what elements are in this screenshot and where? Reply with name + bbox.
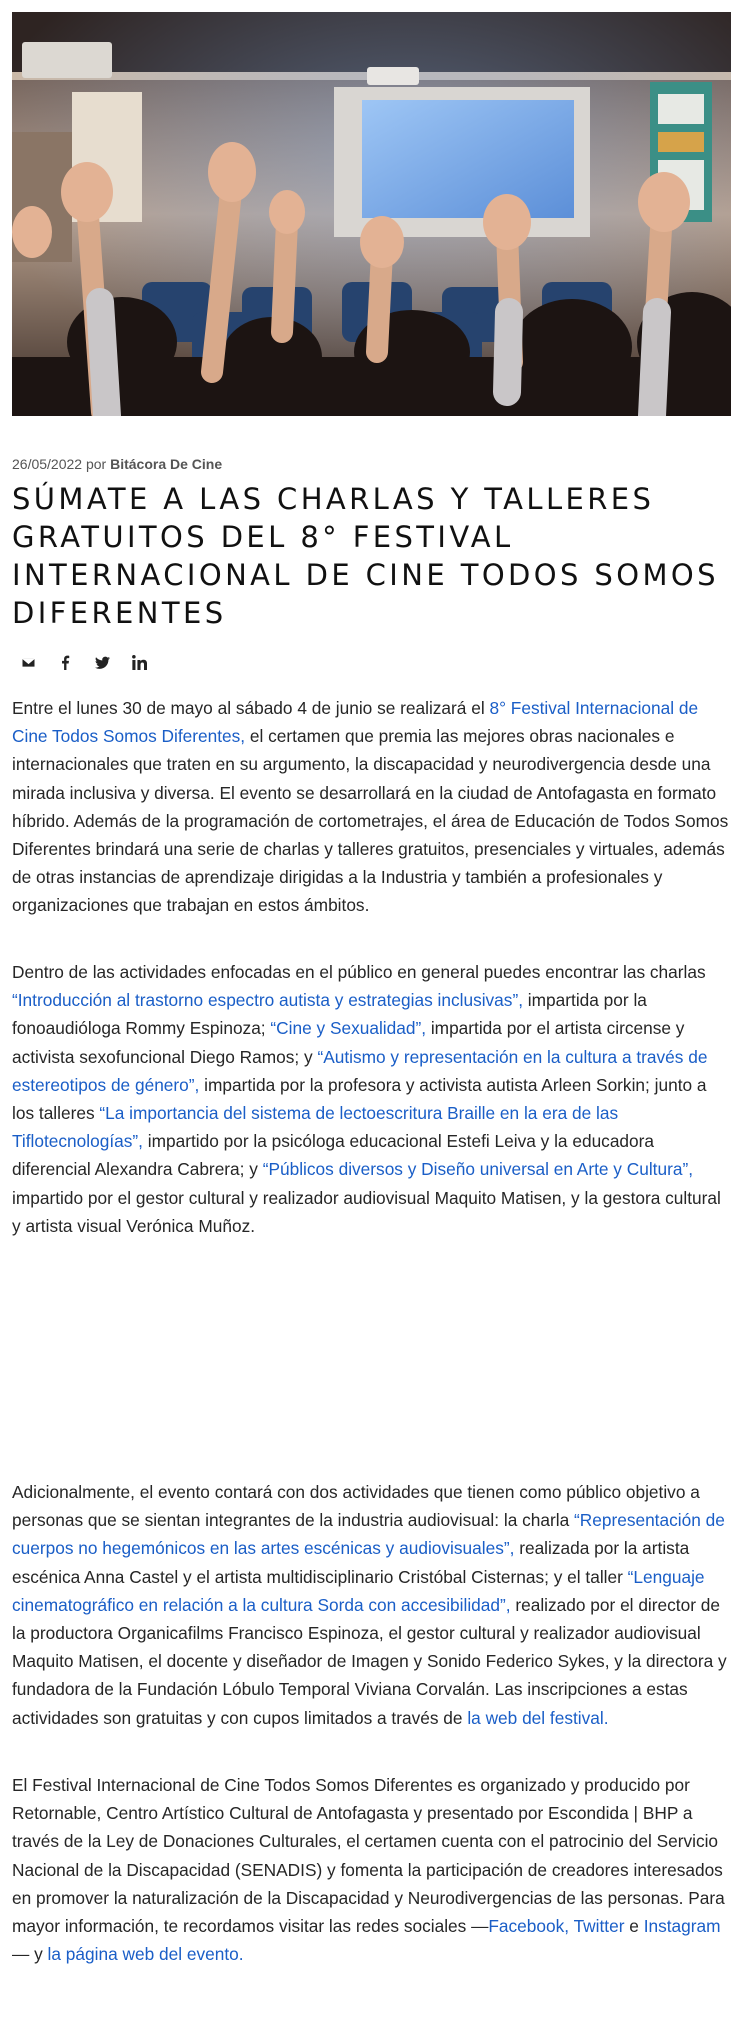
hero-photo: [12, 12, 731, 416]
festival-link[interactable]: 8° Festival Internacional de Cine Todos Somos Diferentes,: [12, 698, 699, 747]
text: impartido por el gestor cultural y realizador audiovisual Maquito Matisen, y la gestora cultural y artista visual Verónica Muñoz.: [12, 1187, 721, 1236]
audience-raising-hands-image: [12, 12, 731, 416]
charla-genero-link[interactable]: “Autismo y representación en la cultura a través de estereotipos de género”,: [12, 1046, 708, 1095]
paragraph-activities: [12, 958, 731, 1240]
text: realizada por la artista escénica Anna Castel y el artista multidisciplinario Cristóbal Cisternas; y el taller: [12, 1538, 690, 1587]
paragraph-organizers: [12, 1771, 731, 1968]
text: El Festival Internacional de Cine Todos Somos Diferentes es organizado y producido por Retornable, Centro Artístico Cultural de Antofagasta y presentado por Escondida | BHP a través de la Ley de Donaciones Culturales, el certamen cuenta con el patrocinio del Servicio Nacional de la Discapacidad (SENADIS) y fomenta la participación de creadores interesados en promover la naturalización de la Discapacidad y Neurodivergencias de las personas. Para mayor información, te recordamos visitar las redes sociales —: [12, 1775, 725, 1937]
twitter-link[interactable]: Twitter: [573, 1916, 625, 1937]
text: e: [624, 1916, 644, 1937]
instagram-link[interactable]: Instagram: [643, 1916, 721, 1937]
text: impartida por la profesora y activista autista Arleen Sorkin; junto a los talleres: [12, 1074, 707, 1124]
festival-web-link[interactable]: la web del festival.: [467, 1707, 609, 1728]
taller-lenguaje-link[interactable]: “Lenguaje cinematográfico en relación a la cultura Sorda con accesibilidad”,: [12, 1566, 705, 1615]
email-icon[interactable]: [20, 654, 37, 671]
charla-sexualidad-link[interactable]: “Cine y Sexualidad”,: [270, 1018, 427, 1039]
taller-braille-link[interactable]: “La importancia del sistema de lectoescritura Braille en la era de las Tiflotecnologías”,: [12, 1103, 619, 1152]
twitter-icon[interactable]: [94, 654, 111, 671]
charla-autismo-link[interactable]: “Introducción al trastorno espectro autista y estrategias inclusivas”,: [12, 990, 523, 1011]
text: realizado por el director de la productora Organicafilms Francisco Espinoza, el gestor cultural y realizador audiovisual Maquito Matisen, el docente y diseñador de Imagen y Sonido Federico Sykes, y la directora y fundadora de la Fundación Lóbulo Temporal Viviana Corvalán. Las inscripciones a estas actividades son gratuitas y con cupos limitados a través de: [12, 1594, 727, 1728]
event-page-link[interactable]: la página web del evento.: [47, 1944, 244, 1965]
article-title: SÚMATE A LAS CHARLAS Y TALLERES GRATUITOS DEL 8° FESTIVAL INTERNACIONAL DE CINE TODOS SOMOS DIFERENTES: [12, 482, 719, 630]
paragraph-industry: [12, 1478, 731, 1732]
facebook-icon[interactable]: [57, 654, 74, 671]
post-by: por: [85, 456, 107, 472]
text: Entre el lunes 30 de mayo al sábado 4 de junio se realizará el: [12, 698, 490, 718]
taller-publicos-link[interactable]: “Públicos diversos y Diseño universal en Arte y Cultura”,: [262, 1159, 694, 1180]
linkedin-icon[interactable]: [131, 654, 148, 671]
share-bar: [20, 654, 148, 671]
text: impartida por la fonoaudióloga Rommy Espinoza;: [12, 990, 647, 1039]
text: impartida por el artista circense y activista sexofuncional Diego Ramos; y: [12, 1018, 685, 1067]
text: el certamen que premia las mejores obras nacionales e internacionales que traten en su argumento, la discapacidad y neurodivergencia desde una mirada inclusiva y diversa. El evento se desarrollará en la ciudad de Antofagasta en formato híbrido. Además de la programación de cortometrajes, el área de Educación de Todos Somos Diferentes brindará una serie de charlas y talleres gratuitos, presenciales y virtuales, además de otras instancias de aprendizaje dirigidas a la Industria y también a profesionales y organizaciones que trabajan en estos ámbitos.: [12, 726, 729, 916]
text: impartido por la psicóloga educacional Estefi Leiva y la educadora diferencial Alexandra Cabrera; y: [12, 1131, 655, 1180]
text: Adicionalmente, el evento contará con dos actividades que tienen como público objetivo a personas que se sientan integrantes de la industria audiovisual: la charla: [12, 1482, 700, 1531]
text: Dentro de las actividades enfocadas en el público en general puedes encontrar las charlas: [12, 962, 706, 982]
paragraph-intro: [12, 694, 731, 920]
post-date: 26/05/2022: [12, 456, 83, 472]
post-author[interactable]: Bitácora De Cine: [110, 456, 223, 472]
charla-cuerpos-link[interactable]: “Representación de cuerpos no hegemónicos en las artes escénicas y audiovisuales”,: [12, 1510, 725, 1559]
facebook-link[interactable]: Facebook,: [488, 1916, 570, 1937]
post-meta: [12, 456, 222, 472]
text: — y: [12, 1944, 48, 1965]
